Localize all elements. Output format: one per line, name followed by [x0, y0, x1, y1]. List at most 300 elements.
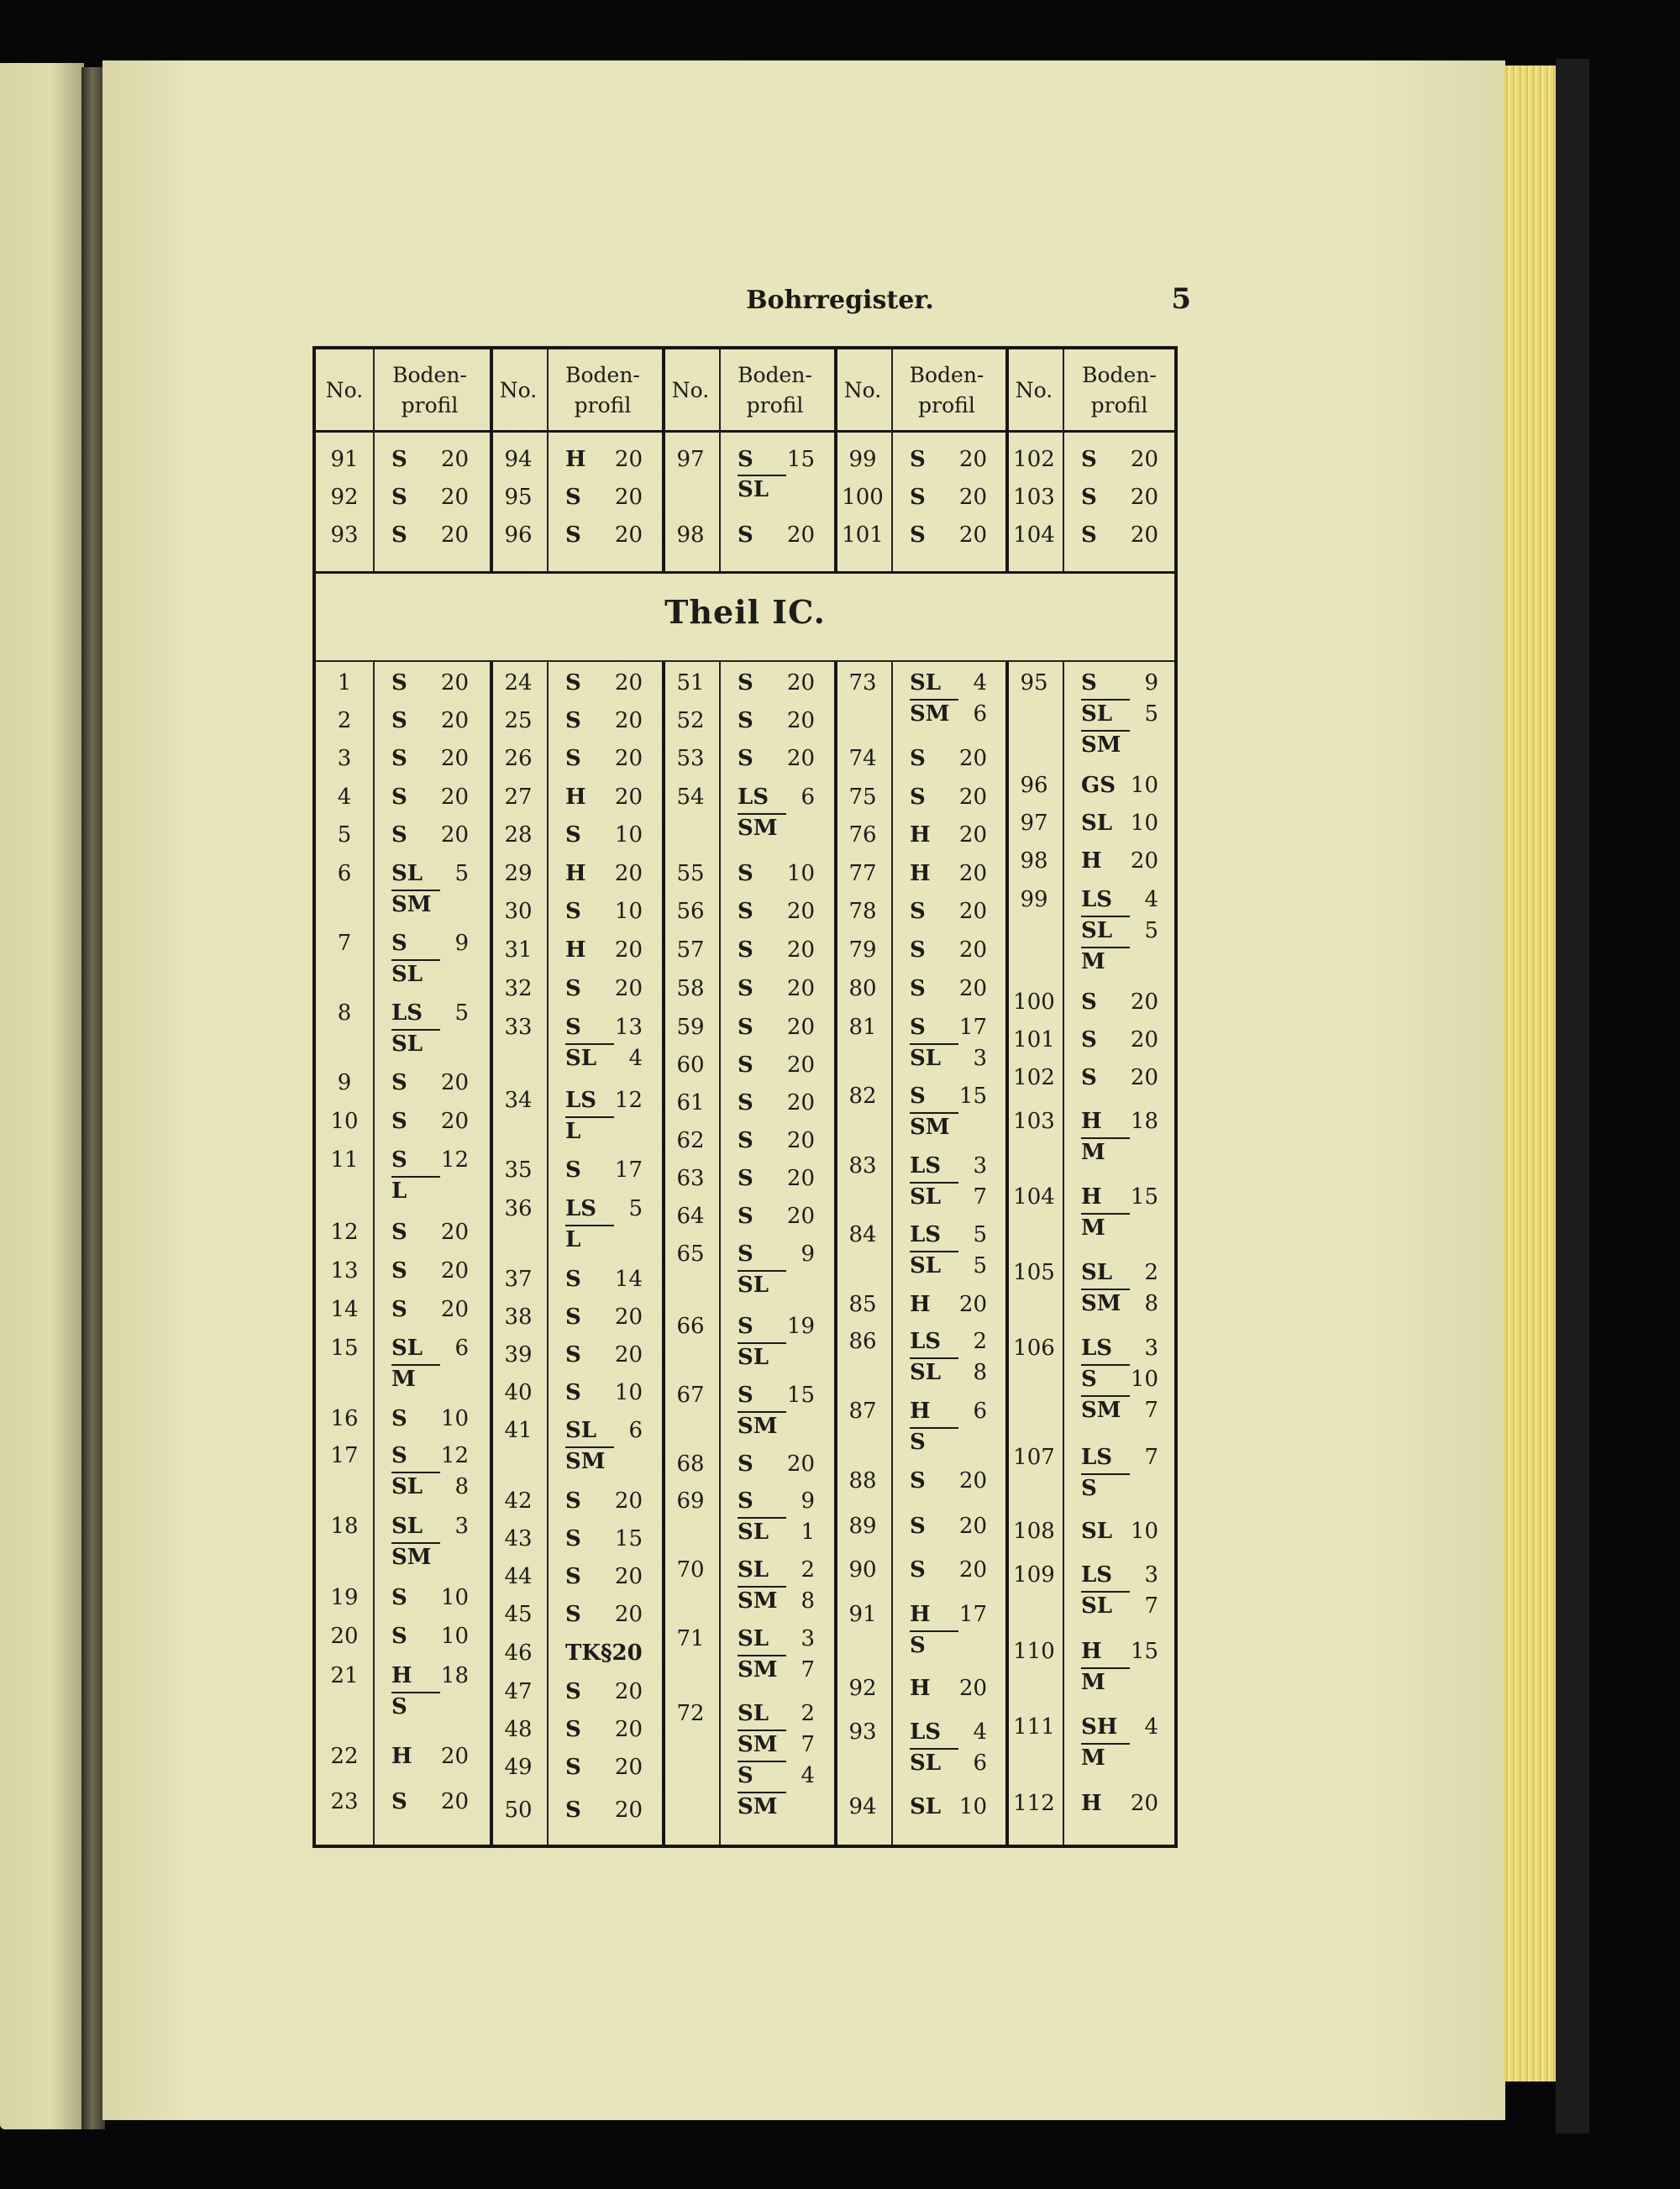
bore-number: 42: [504, 1488, 533, 1514]
soil-code: S: [391, 1258, 407, 1283]
depth-value: 20: [614, 1488, 643, 1514]
soil-profile: [1078, 519, 1176, 551]
depth-value: 15: [614, 1526, 643, 1551]
bore-number: 75: [848, 785, 877, 810]
section-title: Theil IC.: [664, 593, 826, 631]
soil-code: LS: [1081, 1562, 1113, 1588]
soil-code: S: [738, 861, 753, 886]
soil-code: SL: [565, 1043, 614, 1072]
soil-profile: [1078, 1105, 1176, 1137]
soil-code: S: [910, 1557, 926, 1583]
soil-profile: [1078, 1332, 1176, 1364]
soil-profile: [388, 889, 486, 921]
soil-code: H: [391, 1663, 412, 1688]
soil-profile: [1078, 1024, 1176, 1056]
depth-value: 20: [614, 522, 643, 548]
soil-profile: [1078, 1711, 1176, 1743]
soil-profile: [1078, 667, 1176, 699]
soil-profile: [906, 1011, 1002, 1043]
depth-value: 20: [614, 1717, 643, 1742]
bore-number: 79: [848, 937, 877, 963]
bore-number: 54: [676, 785, 705, 810]
bore-number: 32: [504, 976, 533, 1001]
soil-code: S: [1081, 1065, 1097, 1090]
soil-code: S: [738, 708, 753, 733]
depth-value: 20: [958, 1292, 987, 1317]
bore-number: 71: [676, 1626, 705, 1651]
soil-profile: [1078, 1181, 1176, 1213]
depth-value: 4: [973, 1719, 987, 1745]
soil-code: S: [565, 1267, 581, 1292]
soil-code: SL: [1081, 699, 1130, 727]
depth-value: 3: [973, 1046, 987, 1071]
bore-number: 20: [330, 1624, 359, 1649]
bore-number: 92: [330, 485, 359, 510]
soil-code: S: [391, 1406, 407, 1431]
soil-profile: [734, 812, 831, 844]
soil-profile: [562, 781, 659, 813]
bore-number: 62: [676, 1128, 705, 1153]
soil-profile: [388, 1471, 486, 1503]
soil-profile: [562, 1154, 659, 1186]
soil-code: SL: [738, 1517, 786, 1546]
bore-number: 107: [1013, 1445, 1055, 1470]
soil-profile: [1078, 884, 1176, 916]
depth-value: 20: [1130, 1791, 1158, 1816]
soil-profile: [562, 1415, 659, 1446]
bore-number: 80: [848, 976, 877, 1001]
bore-number: 97: [1020, 811, 1048, 836]
soil-profile: [1078, 1559, 1176, 1591]
soil-profile: [388, 444, 486, 475]
depth-value: 20: [786, 670, 815, 696]
bore-number: 105: [1013, 1260, 1055, 1285]
soil-code: SM: [738, 1586, 786, 1614]
soil-profile: [734, 1269, 831, 1301]
soil-code: M: [1081, 1213, 1130, 1241]
bore-number: 66: [676, 1314, 705, 1339]
header-line: Boden-: [1082, 363, 1157, 387]
bore-number: 3: [337, 746, 352, 771]
soil-profile: [388, 1403, 486, 1435]
soil-profile: [734, 1341, 831, 1373]
bore-number: 1: [337, 670, 352, 696]
soil-code: S: [565, 1564, 581, 1589]
bore-number: 63: [676, 1166, 705, 1191]
bore-number: 7: [337, 931, 352, 956]
soil-code: S: [738, 670, 753, 696]
depth-value: 20: [786, 746, 815, 771]
bore-number: 74: [848, 746, 877, 771]
soil-code: SL: [738, 1626, 769, 1651]
soil-profile: [562, 1193, 659, 1225]
header-bodenprofil: [891, 349, 1002, 432]
bore-number: 60: [676, 1053, 705, 1078]
bore-number: 13: [330, 1258, 359, 1283]
soil-code: LS: [910, 1222, 942, 1247]
soil-code: SM: [738, 1655, 786, 1683]
soil-code: SL: [910, 670, 942, 696]
depth-value: 15: [958, 1084, 987, 1109]
soil-code: SL: [565, 1418, 597, 1443]
soil-code: M: [1081, 1743, 1130, 1772]
soil-profile: [562, 934, 659, 966]
depth-value: 20: [958, 899, 987, 924]
bore-number: 82: [848, 1084, 877, 1109]
depth-value: 7: [1144, 1445, 1158, 1470]
soil-profile: [562, 481, 659, 513]
bore-number: 89: [848, 1514, 877, 1539]
depth-value: 20: [614, 670, 643, 696]
soil-profile: [1078, 1394, 1176, 1426]
depth-value: 20: [440, 1297, 469, 1322]
page-number: 5: [1171, 282, 1191, 316]
soil-code: L: [391, 1176, 440, 1205]
soil-code: S: [738, 1090, 753, 1115]
soil-profile: [906, 1630, 1002, 1661]
depth-value: 20: [614, 1342, 643, 1367]
soil-code: S: [565, 1526, 581, 1551]
soil-profile: [388, 819, 486, 851]
soil-profile: [734, 1623, 831, 1655]
header-bodenprofil: [1063, 349, 1176, 432]
soil-code: S: [738, 522, 753, 548]
soil-code: S: [738, 1488, 753, 1514]
soil-code: SM: [910, 1112, 958, 1141]
bore-number: 98: [676, 522, 705, 548]
depth-value: 6: [454, 1336, 469, 1361]
soil-profile: [906, 1716, 1002, 1748]
soil-code: SL: [1081, 1519, 1113, 1544]
soil-profile: [734, 1011, 831, 1043]
depth-value: 20: [440, 708, 469, 733]
soil-code: H: [565, 785, 586, 810]
depth-value: 5: [973, 1253, 987, 1278]
depth-value: 12: [614, 1088, 643, 1113]
soil-profile: [562, 1598, 659, 1630]
soil-code: LS: [1081, 887, 1113, 912]
bore-number: 106: [1013, 1336, 1055, 1361]
soil-code: SL: [391, 1514, 423, 1539]
soil-code: SL: [1081, 916, 1130, 944]
bore-number: 14: [330, 1297, 359, 1322]
depth-value: 2: [801, 1557, 815, 1583]
soil-profile: [1078, 1667, 1176, 1698]
soil-profile: [734, 705, 831, 737]
soil-profile: [906, 1510, 1002, 1542]
depth-value: 17: [958, 1015, 987, 1040]
depth-value: 3: [454, 1514, 469, 1539]
depth-value: 20: [786, 1451, 815, 1477]
bore-number: 84: [848, 1222, 877, 1247]
soil-profile: [562, 1042, 659, 1074]
soil-profile: [734, 973, 831, 1005]
depth-value: 20: [786, 522, 815, 548]
depth-value: 7: [973, 1184, 987, 1210]
book-gutter: [81, 67, 105, 2129]
soil-profile: [388, 743, 486, 774]
depth-value: 20: [614, 1304, 643, 1330]
soil-profile: [734, 743, 831, 774]
soil-profile: [906, 519, 1002, 551]
soil-code: SL: [910, 1043, 958, 1072]
soil-code: S: [1081, 522, 1097, 548]
bore-number: 10: [330, 1109, 359, 1134]
bore-number: 25: [504, 708, 533, 733]
depth-value: 20: [440, 485, 469, 510]
soil-profile: [562, 1224, 659, 1256]
soil-profile: [906, 1357, 1002, 1388]
bore-number: 45: [504, 1602, 533, 1627]
soil-profile: [734, 1049, 831, 1081]
soil-code: S: [738, 1451, 753, 1477]
depth-value: 20: [1130, 447, 1158, 472]
soil-profile: [562, 1446, 659, 1478]
depth-value: 10: [958, 1794, 987, 1819]
soil-profile: [388, 1216, 486, 1248]
bore-number: 15: [330, 1336, 359, 1361]
depth-value: 20: [614, 1602, 643, 1627]
soil-code: S: [565, 1717, 581, 1742]
bore-number: 6: [337, 861, 352, 886]
depth-value: 10: [1130, 1519, 1158, 1544]
header-line: Boden-: [738, 363, 812, 387]
bore-number: 39: [504, 1342, 533, 1367]
soil-code: SL: [738, 475, 786, 503]
soil-code: S: [910, 746, 926, 771]
bore-number: 36: [504, 1196, 533, 1221]
bore-number: 50: [504, 1798, 533, 1823]
soil-code: SL: [391, 1336, 423, 1361]
depth-value: 20: [958, 861, 987, 886]
bore-number: 111: [1013, 1714, 1055, 1740]
soil-profile: [1078, 1441, 1176, 1473]
bore-number: 69: [676, 1488, 705, 1514]
depth-value: 2: [801, 1701, 815, 1726]
soil-code: S: [738, 937, 753, 963]
header-line: profil: [401, 393, 459, 417]
bore-number: 95: [1020, 670, 1048, 696]
soil-code: S: [391, 1220, 407, 1245]
soil-profile: [734, 895, 831, 927]
depth-value: 3: [1144, 1336, 1158, 1361]
soil-code: S: [910, 1514, 926, 1539]
depth-value: 10: [440, 1585, 469, 1610]
depth-value: 20: [440, 1744, 469, 1769]
depth-value: 7: [1144, 1593, 1158, 1619]
depth-value: 20: [440, 1789, 469, 1814]
soil-profile: [562, 1115, 659, 1147]
soil-code: S: [910, 447, 926, 472]
soil-profile: [1078, 1363, 1176, 1395]
soil-profile: [734, 1698, 831, 1730]
depth-value: 10: [614, 1380, 643, 1405]
depth-value: 20: [614, 937, 643, 963]
soil-code: SL: [910, 1357, 958, 1386]
soil-profile: [388, 1660, 486, 1692]
depth-value: 20: [440, 670, 469, 696]
bore-number: 97: [676, 447, 705, 472]
soil-code: H: [910, 1676, 931, 1701]
bore-number: 41: [504, 1418, 533, 1443]
depth-value: 9: [801, 1241, 815, 1267]
soil-code: SL: [391, 959, 440, 988]
depth-value: 20: [786, 708, 815, 733]
soil-profile: [906, 819, 1002, 851]
soil-profile: [388, 927, 486, 959]
bore-number: 91: [848, 1602, 877, 1627]
page-block-edge: [1504, 66, 1558, 2081]
depth-value: 9: [1144, 670, 1158, 696]
soil-code: S: [1081, 670, 1097, 696]
soil-code: S: [910, 785, 926, 810]
bore-number: 70: [676, 1557, 705, 1583]
soil-code: H: [1081, 1791, 1102, 1816]
depth-value: 20: [614, 447, 643, 472]
soil-profile: [562, 1637, 659, 1669]
soil-code: S: [738, 1128, 753, 1153]
soil-code: SM: [738, 1730, 786, 1758]
soil-profile: [734, 1410, 831, 1442]
soil-profile: [734, 1310, 831, 1342]
depth-value: 20: [1130, 522, 1158, 548]
soil-code: S: [738, 1383, 753, 1408]
bore-number: 95: [504, 485, 533, 510]
depth-value: 10: [614, 822, 643, 848]
bore-number: 19: [330, 1585, 359, 1610]
depth-value: 20: [786, 1053, 815, 1078]
depth-value: 5: [454, 1000, 469, 1026]
depth-value: 20: [440, 1220, 469, 1245]
soil-profile: [562, 1301, 659, 1333]
column-rule: [373, 662, 375, 1845]
soil-profile: [906, 1042, 1002, 1074]
bore-number: 49: [504, 1755, 533, 1780]
soil-code: S: [910, 522, 926, 548]
soil-code: H: [910, 822, 931, 848]
bore-number: 110: [1013, 1639, 1055, 1664]
bore-number: 101: [1013, 1027, 1055, 1053]
soil-profile: [1078, 1472, 1176, 1504]
depth-value: 20: [958, 785, 987, 810]
bore-number: 90: [848, 1557, 877, 1583]
bore-number: 55: [676, 861, 705, 886]
bore-number: 40: [504, 1380, 533, 1405]
soil-code: S: [565, 1798, 581, 1823]
soil-profile: [562, 1561, 659, 1593]
bore-number: 9: [337, 1070, 352, 1095]
soil-profile: [562, 1339, 659, 1371]
bore-number: 23: [330, 1789, 359, 1814]
soil-code: S: [565, 899, 581, 924]
soil-profile: [1078, 1062, 1176, 1094]
soil-profile: [906, 1219, 1002, 1251]
bore-number: 67: [676, 1383, 705, 1408]
soil-profile: [388, 1620, 486, 1652]
soil-code: S: [391, 1297, 407, 1322]
soil-profile: [1078, 1742, 1176, 1774]
soil-profile: [1078, 986, 1176, 1018]
bore-number: 8: [337, 1000, 352, 1026]
header-no: No.: [1015, 378, 1053, 402]
soil-code: LS: [391, 1000, 423, 1026]
soil-code: SL: [1081, 811, 1113, 836]
header-line: profil: [574, 393, 632, 417]
bore-number: 77: [848, 861, 877, 886]
soil-profile: [1078, 1257, 1176, 1289]
soil-profile: [562, 519, 659, 551]
soil-profile: [1078, 729, 1176, 761]
soil-profile: [734, 781, 831, 813]
soil-code: LS: [565, 1196, 597, 1221]
soil-profile: [562, 1084, 659, 1116]
soil-profile: [906, 743, 1002, 774]
soil-code: S: [391, 1585, 407, 1610]
bore-number: 59: [676, 1015, 705, 1040]
depth-value: 15: [1130, 1184, 1158, 1210]
soil-profile: [562, 705, 659, 737]
header-no: No.: [843, 378, 882, 402]
soil-code: S: [910, 1427, 958, 1456]
left-page-edge: [0, 63, 84, 2129]
soil-code: S: [1081, 485, 1097, 510]
bore-number: 94: [504, 447, 533, 472]
bore-number: 73: [848, 670, 877, 696]
bore-number: 4: [337, 785, 352, 810]
bore-number: 65: [676, 1241, 705, 1267]
depth-value: 4: [1144, 1714, 1158, 1740]
soil-profile: [562, 1377, 659, 1409]
bore-number: 44: [504, 1564, 533, 1589]
soil-code: S: [565, 1304, 581, 1330]
soil-profile: [388, 1067, 486, 1099]
depth-value: 5: [628, 1196, 643, 1221]
bore-number: 18: [330, 1514, 359, 1539]
depth-value: 7: [801, 1732, 815, 1757]
depth-value: 3: [1144, 1562, 1158, 1588]
depth-value: 20: [440, 1258, 469, 1283]
depth-value: 5: [1144, 701, 1158, 727]
soil-code: SM: [910, 699, 958, 727]
soil-profile: [388, 1740, 486, 1772]
soil-code: LS: [738, 785, 769, 810]
soil-profile: [906, 1747, 1002, 1779]
depth-value: 20: [786, 899, 815, 924]
soil-profile: [734, 1087, 831, 1119]
header-line: profil: [746, 393, 804, 417]
soil-code: S: [565, 1342, 581, 1367]
soil-code: S: [565, 746, 581, 771]
soil-profile: [1078, 1136, 1176, 1168]
depth-value: 20: [958, 1514, 987, 1539]
soil-profile: [1078, 481, 1176, 513]
header-bodenprofil: [547, 349, 659, 432]
bore-number: 92: [848, 1676, 877, 1701]
soil-code: M: [391, 1364, 440, 1393]
soil-profile: [1078, 1635, 1176, 1667]
soil-code: S: [738, 976, 753, 1001]
soil-code: SL: [738, 1701, 769, 1726]
bore-number: 37: [504, 1267, 533, 1292]
depth-value: 20: [958, 1676, 987, 1701]
depth-value: 9: [454, 931, 469, 956]
soil-code: S: [391, 1109, 407, 1134]
soil-profile: [906, 781, 1002, 813]
soil-code: S: [910, 976, 926, 1001]
soil-code: S: [910, 1084, 926, 1109]
depth-value: 20: [1130, 848, 1158, 874]
depth-value: 20: [958, 746, 987, 771]
